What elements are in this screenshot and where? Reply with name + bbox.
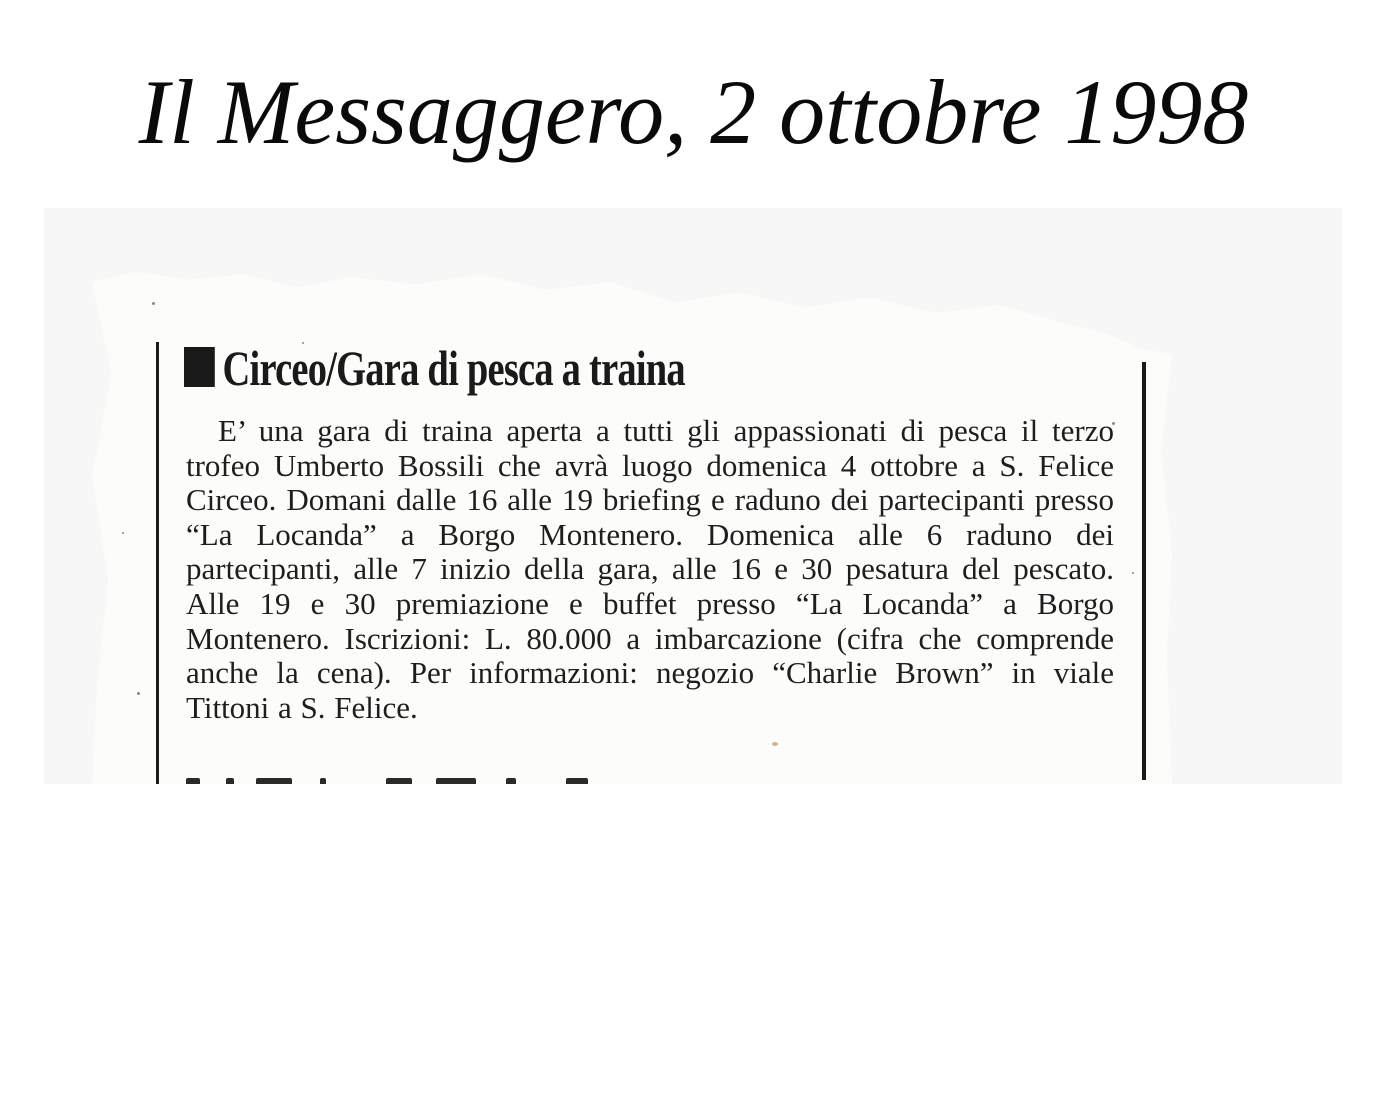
headline-square-icon [184, 347, 215, 387]
column-rule-right [1142, 362, 1146, 780]
column-rule-left [156, 342, 159, 784]
article-headline [184, 338, 685, 398]
page-title: Il Messaggero, 2 ottobre 1998 [138, 61, 1249, 163]
cut-off-next-line [186, 770, 706, 784]
article-body: E’ una gara di traina aperta a tutti gli appassionati di pesca il terzo trofeo Umberto Bossili che avrà luogo domenica 4 ottobre a S. Felice Circeo. Domani dalle 16 alle 19 briefing e raduno dei partecipanti presso “La Locanda” a Borgo Montenero. Domenica alle 6 raduno dei partecipanti, alle 7 inizio della gara, alle 16 e 30 pesatura del pescato. Alle 19 e 30 premiazione e buffet presso “La Locanda” a Borgo Montenero. Iscrizioni: L. 80.000 a imbarcazione (cifra che comprende anche la cena). Per informazioni: negozio “Charlie Brown” in viale Tittoni a S. Felice. [186, 413, 1114, 725]
article-headline-text: Circeo/Gara di pesca a traina [222, 340, 685, 396]
